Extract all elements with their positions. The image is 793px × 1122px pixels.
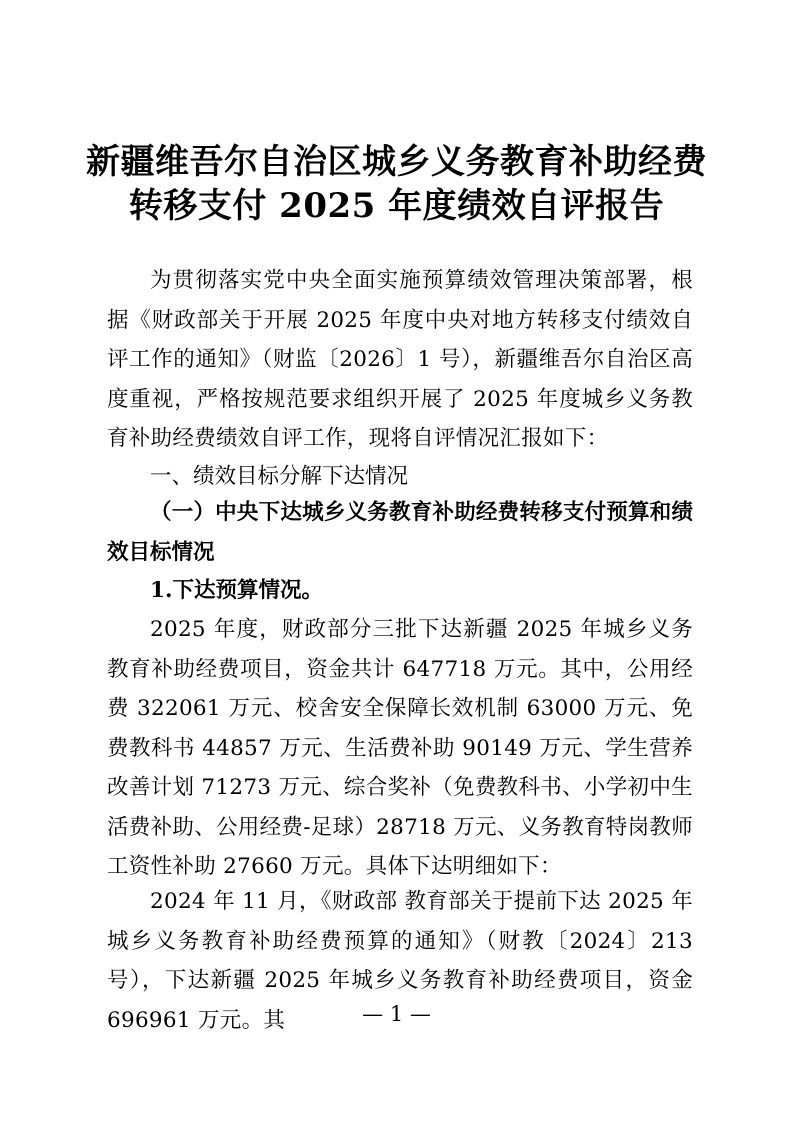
item-1-heading: 1.下达预算情况。 <box>150 578 323 603</box>
section-1-heading: 一、绩效目标分解下达情况 <box>150 464 409 489</box>
budget-paragraph: 2025 年度，财政部分三批下达新疆 2025 年城乡义务教育补助经费项目，资金共计 647718 万元。其中，公用经费 322061 万元、校舍安全保障长效机制 63000 万元、免费教科书 44857 万元、生活费补助 90149 万元、学生营养改善计划 71273 万元、综合奖补（免费教科书、小学初中生活费补助、公用经费-足球）28718 万元、义务教育特岗教师工资性补助 27660 万元。具体下达明细如下： <box>107 617 693 879</box>
intro-paragraph: 为贯彻落实党中央全面实施预算绩效管理决策部署，根据《财政部关于开展 2025 年度中央对地方转移支付绩效自评工作的通知》（财监〔2026〕1 号），新疆维吾尔自治区高度重视，严格按规范要求组织开展了 2025 年度城乡义务教育补助经费绩效自评工作，现将自评情况汇报如下： <box>107 268 693 451</box>
document-title-line-1: 新疆维吾尔自治区城乡义务教育补助经费 <box>86 142 707 182</box>
november-notice-paragraph: 2024 年 11 月，《财政部 教育部关于提前下达 2025 年城乡义务教育补助经费预算的通知》（财教〔2024〕213 号），下达新疆 2025 年城乡义务教育补助经费项目，资金 696961 万元。其 <box>107 889 693 1033</box>
page-number: — 1 — <box>362 1002 431 1026</box>
section-1-1-heading: （一）中央下达城乡义务教育补助经费转移支付预算和绩效目标情况 <box>107 500 693 565</box>
document-title-line-2: 转移支付 2025 年度绩效自评报告 <box>128 186 665 226</box>
